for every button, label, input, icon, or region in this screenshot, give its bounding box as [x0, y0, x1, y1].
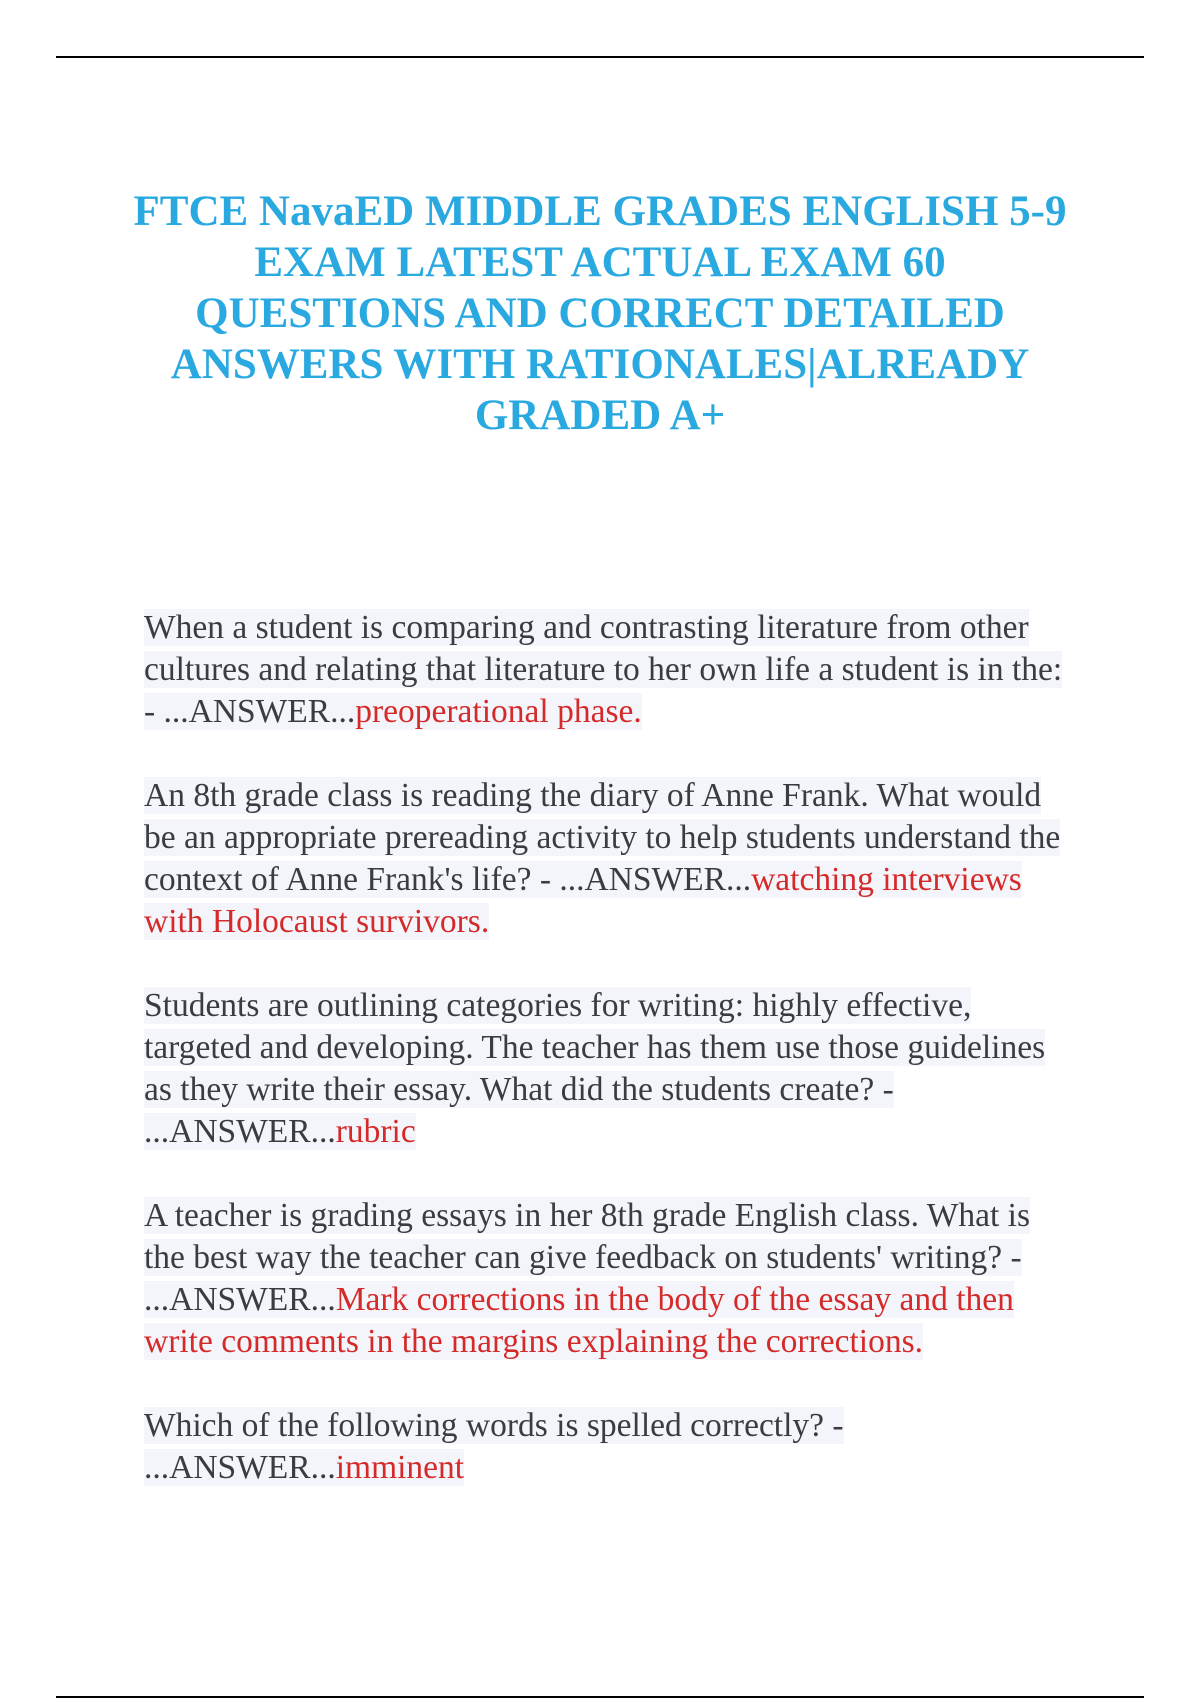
- qa-item-5: [144, 1405, 1074, 1489]
- header-rule: [56, 56, 1144, 58]
- answer-marker: ...ANSWER...: [144, 1449, 336, 1486]
- question-text: Which of the following words is spelled correctly? -: [144, 1407, 844, 1444]
- qa-item-3: [144, 985, 1074, 1153]
- document-title: FTCE NavaED MIDDLE GRADES ENGLISH 5-9 EXAM LATEST ACTUAL EXAM 60 QUESTIONS AND CORRECT DETAILED ANSWERS WITH RATIONALES|ALREADY GRADED A+: [133, 188, 1067, 439]
- qa-item-4: [144, 1195, 1074, 1363]
- answer-text: rubric: [335, 1113, 416, 1150]
- qa-item-2: [144, 775, 1074, 943]
- answer-text: watching interviews with Holocaust survivors.: [144, 861, 1022, 940]
- answer-marker: ...ANSWER...: [163, 693, 356, 730]
- question-text: An 8th grade class is reading the diary of Anne Frank. What would be an appropriate prereading activity to help students understand the context of Anne Frank's life? -: [144, 777, 1061, 898]
- qa-list: [144, 607, 1074, 1531]
- answer-marker: ...ANSWER...: [559, 861, 752, 898]
- answer-marker: ...ANSWER...: [144, 1281, 336, 1318]
- qa-item-1: [144, 607, 1074, 733]
- answer-text: imminent: [335, 1449, 465, 1486]
- answer-text: Mark corrections in the body of the essay and then write comments in the margins explaining the corrections.: [144, 1281, 1014, 1360]
- question-text: A teacher is grading essays in her 8th grade English class. What is the best way the teacher can give feedback on students' writing? -: [144, 1197, 1030, 1276]
- question-text: Students are outlining categories for writing: highly effective, targeted and developing. The teacher has them use those guidelines as they write their essay. What did the students create? -: [144, 987, 1046, 1108]
- answer-text: preoperational phase.: [355, 693, 642, 730]
- answer-marker: ...ANSWER...: [144, 1113, 336, 1150]
- question-text: When a student is comparing and contrasting literature from other cultures and relating that literature to her own life a student is in the: -: [144, 609, 1063, 730]
- footer-rule: [56, 1696, 1144, 1698]
